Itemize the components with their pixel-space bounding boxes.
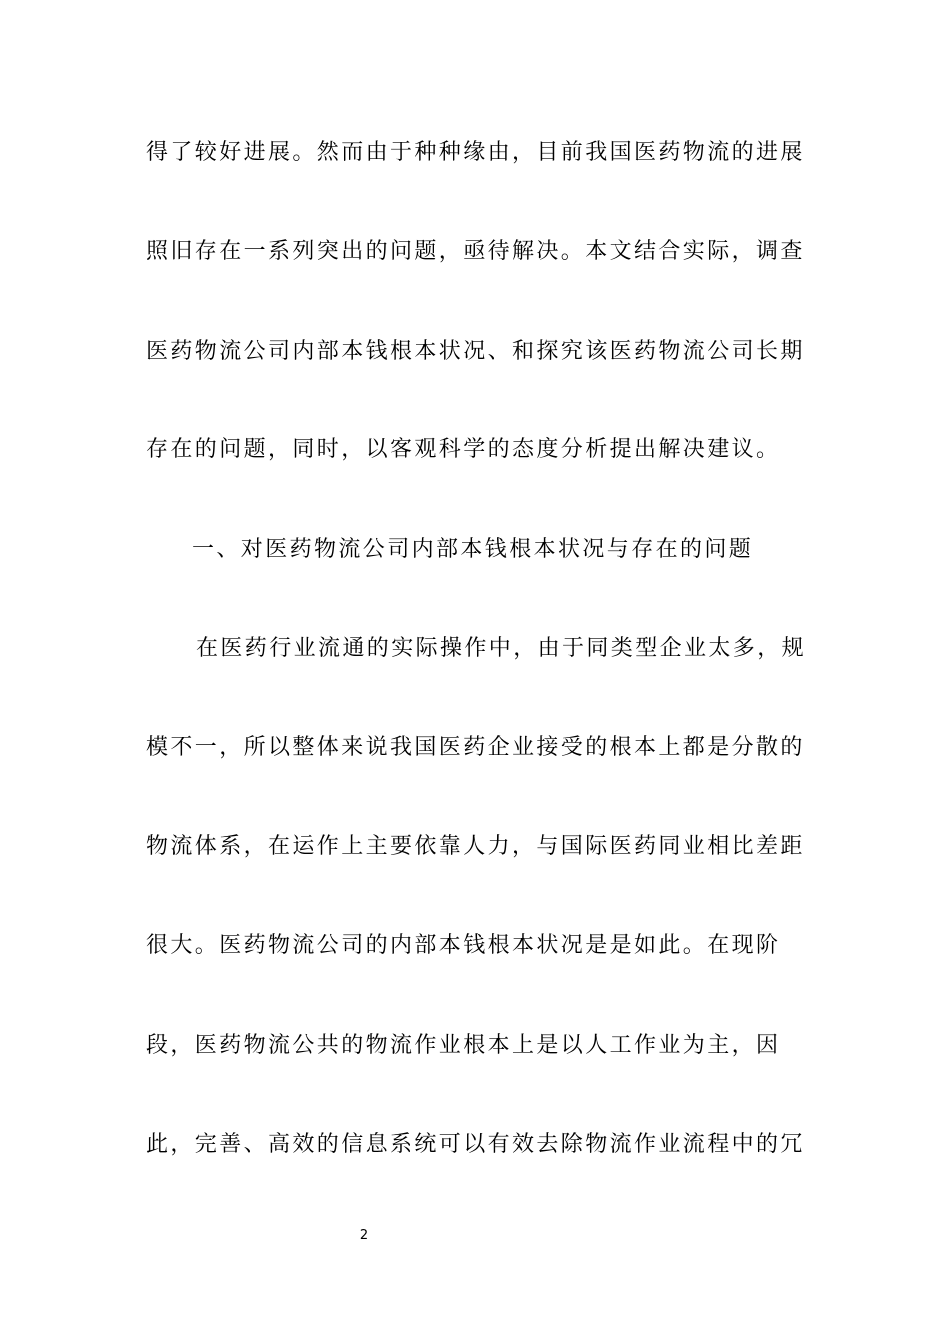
text-line-9: 段，医药物流公共的物流作业根本上是以人工作业为主，因 [146, 1033, 781, 1058]
text-line-5: 在医药行业流通的实际操作中，由于同类型企业太多，规 [196, 636, 807, 661]
text-line-7: 物流体系，在运作上主要依靠人力，与国际医药同业相比差距 [146, 834, 805, 859]
text-line-3: 医药物流公司内部本钱根本状况、和探究该医药物流公司长期 [146, 339, 805, 364]
page-number: 2 [359, 1228, 369, 1243]
text-line-8: 很大。医药物流公司的内部本钱根本状况是是如此。在现阶 [146, 933, 781, 958]
text-line-2: 照旧存在一系列突出的问题，亟待解决。本文结合实际，调查 [146, 239, 805, 264]
text-line-6: 模不一，所以整体来说我国医药企业接受的根本上都是分散的 [146, 735, 805, 760]
section-heading: 一、对医药物流公司内部本钱根本状况与存在的问题 [192, 537, 754, 562]
text-line-10: 此，完善、高效的信息系统可以有效去除物流作业流程中的冗 [146, 1132, 805, 1157]
text-line-4: 存在的问题，同时，以客观科学的态度分析提出解决建议。 [146, 437, 781, 462]
text-line-1: 得了较好进展。然而由于种种缘由，目前我国医药物流的进展 [146, 140, 805, 165]
